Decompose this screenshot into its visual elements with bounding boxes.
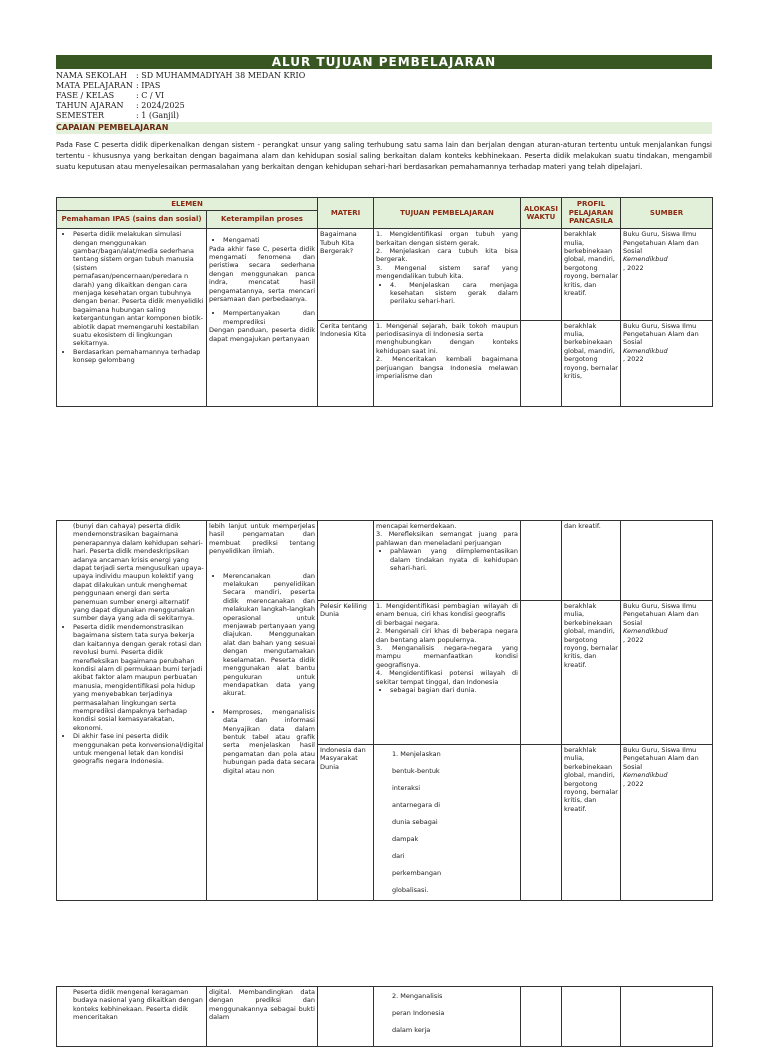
meta-row xyxy=(56,111,305,121)
list-item: • pahlawan yang diimplementasikan dalam tindakan nyata di kehidupan sehari-hari. xyxy=(390,547,518,572)
tujuan-cell xyxy=(374,601,521,745)
tujuan-line: 1. Mengidentifikasi organ tubuh yang berkaitan dengan sistem gerak. xyxy=(376,230,519,247)
list-item-continued: lebih lanjut untuk memperjelas hasil pengamatan dan membuat prediksi tentang penyelidikan ilmiah. xyxy=(209,522,315,556)
sumber-publisher: Kemendikbud xyxy=(623,771,668,780)
header-keterampilan: Keterampilan proses xyxy=(207,211,318,229)
tujuan-line: interaksi xyxy=(392,784,421,792)
list-item-head: • Mempertanyakan dan memprediksi xyxy=(223,309,315,326)
profil-cell xyxy=(562,987,621,1047)
alokasi-cell xyxy=(521,320,562,406)
meta-row xyxy=(56,101,305,111)
header-materi: MATERI xyxy=(318,198,374,229)
sumber-cell xyxy=(621,521,713,601)
meta-key: FASE / KELAS xyxy=(56,91,115,100)
alokasi-cell xyxy=(521,601,562,745)
tujuan-line: 3. Menganalisis negara-negara yang mampu memanfaatkan kondisi geografisnya. xyxy=(376,644,518,669)
sumber-text: Buku Guru, Siswa Ilmu Pengetahuan Alam dan Sosial xyxy=(623,321,699,347)
list-item: Pada akhir fase C, peserta didik mengamati fenomena dan peristiwa secara sederhana dengan menggunakan panca indra, mencatat hasil pengamatannya, serta mencari persamaan dan perbedaanya. xyxy=(209,244,316,303)
sumber-cell xyxy=(621,987,713,1047)
meta-row xyxy=(56,91,305,101)
pemahaman-cell xyxy=(57,229,207,407)
header-profil: PROFIL PELAJARAN PANCASILA xyxy=(562,198,621,229)
tujuan-line: bentuk-bentuk xyxy=(392,767,440,775)
tujuan-line: dampak xyxy=(392,835,419,843)
sumber-publisher: Kemendikbud xyxy=(623,627,668,636)
list-item: • Berdasarkan pemahamannya terhadap konsep gelombang xyxy=(73,348,204,365)
sumber-cell xyxy=(621,745,713,901)
list-item: • Di akhir fase ini peserta didik menggunakan peta konvensional/digital untuk mengenal letak dan kondisi geografis negara Indonesia. xyxy=(73,732,204,766)
alur-table-page-3 xyxy=(56,986,713,1047)
tujuan-line: 1. Menjelaskan xyxy=(392,750,441,758)
alokasi-cell xyxy=(521,987,562,1047)
list-item: Dengan panduan, peserta didik dapat mengajukan pertanyaan xyxy=(209,326,316,343)
materi-cell xyxy=(318,521,374,601)
materi-cell: Indonesia dan Masyarakat Dunia xyxy=(318,745,374,901)
materi-cell: Pelesir Keliling Dunia xyxy=(318,601,374,745)
materi-cell: Bagaimana Tubuh Kita Bergerak? xyxy=(318,229,374,320)
meta-value: : SD MUHAMMADIYAH 38 MEDAN KRIO xyxy=(136,71,306,80)
sumber-text: Buku Guru, Siswa Ilmu Pengetahuan Alam dan Sosial xyxy=(623,602,699,627)
tujuan-cell xyxy=(374,987,521,1047)
sumber-cell xyxy=(621,229,713,320)
alokasi-cell xyxy=(521,745,562,901)
tujuan-line: 2. Menjelaskan cara tubuh kita bisa bergerak. xyxy=(376,246,519,264)
meta-key: SEMESTER xyxy=(56,111,105,120)
tujuan-line: 2. Menceritakan kembali bagaimana perjuangan bangsa Indonesia melawan imperialisme dan xyxy=(376,355,519,381)
meta-key: MATA PELAJARAN xyxy=(56,81,133,90)
sumber-publisher: Kemendikbud xyxy=(623,255,668,264)
tujuan-line: peran Indonesia xyxy=(392,1009,445,1017)
meta-value: : 2024/2025 xyxy=(136,101,185,110)
meta-value: : C / VI xyxy=(136,91,165,100)
sumber-publisher: Kemendikbud xyxy=(623,346,668,355)
tujuan-line: globalisasi. xyxy=(392,886,429,894)
alokasi-cell xyxy=(521,521,562,601)
tujuan-line: dunia sebagai xyxy=(392,818,438,826)
tujuan-line: antarnegara di xyxy=(392,801,441,809)
meta-key: TAHUN AJARAN xyxy=(56,101,124,110)
profil-cell: berakhlak mulia, berkebinekaan global, mandiri, bergotong royong, bernalar kritis, dan kreatif. xyxy=(562,601,621,745)
list-item-continued: (bunyi dan cahaya) peserta didik mendemonstrasikan bagaimana penerapannya dalam kehidupan sehari-hari. Peserta didik mendeskripsikan adanya ancaman krisis energi yang dapat terjadi serta mengusulkan upaya- upaya individu maupun kolektif yang dapat dilakukan untuk menghemat penggunaan energi dan serta penemuan sumber energi alternatif yang dapat digunakan menggunakan sumber daya yang ada di sekitarnya. xyxy=(73,522,204,623)
tujuan-line: 1. Mengidentifikasi pembagian wilayah di enam benua, ciri khas kondisi geografis xyxy=(376,602,518,619)
meta-row xyxy=(56,71,305,81)
header-tujuan: TUJUAN PEMBELAJARAN xyxy=(374,198,521,229)
alur-table-page-1 xyxy=(56,197,713,407)
keterampilan-cell xyxy=(207,521,318,901)
tujuan-line: perkembangan xyxy=(392,869,442,877)
capaian-heading: CAPAIAN PEMBELAJARAN xyxy=(56,122,712,134)
sumber-year: , 2022 xyxy=(623,779,644,788)
page-title: ALUR TUJUAN PEMBELAJARAN xyxy=(56,55,712,69)
tujuan-line: dalam kerja xyxy=(392,1026,431,1034)
tujuan-line: menghubungkan dengan konteks kehidupan saat ini. xyxy=(376,338,519,355)
tujuan-cell xyxy=(374,320,521,406)
tujuan-cell xyxy=(374,745,521,901)
meta-value: : IPAS xyxy=(136,81,161,90)
keterampilan-cell: digital. Membandingkan data dengan prediksi dan menggunakannya sebagai bukti dalam xyxy=(207,987,318,1047)
header-alokasi: ALOKASI WAKTU xyxy=(521,198,562,229)
capaian-text: Pada Fase C peserta didik diperkenalkan dengan sistem - perangkat unsur yang saling terhubung satu sama lain dan berjalan dengan aturan-aturan tertentu untuk menjalankan fungsi tertentu - khususnya yang berkaitan dengan bagaimana alam dan kehidupan sosial saling berkaitan dalam konteks kebhinekaan. Peserta didik melakukan suatu tindakan, mengambil suatu keputusan atau menyelesaikan permasalahan yang berkaitan dengan kehidupan sehari-hari berdasarkan pemahamannya terhadap materi yang telah dipelajari. xyxy=(56,141,712,171)
tujuan-line: 1. Mengenal sejarah, baik tokoh maupun periodisasinya di Indonesia serta xyxy=(376,321,519,338)
sumber-year: , 2022 xyxy=(623,263,644,272)
tujuan-line: 3. Merefleksikan semangat juang para pahlawan dan meneladani perjuangan xyxy=(376,530,518,547)
tujuan-cell xyxy=(374,229,521,320)
list-item: • Peserta didik mendemonstrasikan bagaimana sistem tata surya bekerja dan kaitannya dengan gerak rotasi dan revolusi bumi. Peserta didik merefleksikan bagaimana perubahan kondisi alam di permukaan bumi terjadi akibat faktor alam maupun perbuatan manusia, mengidentifikasi pola hidup yang menyebabkan terjadinya permasalahan lingkungan serta memprediksi dampaknya terhadap kondisi sosial kemasyarakatan, ekonomi. xyxy=(73,623,204,732)
profil-cell: berakhlak mulia, berkebinekaan global, mandiri, bergotong royong, bernalar kritis, dan kreatif. xyxy=(562,745,621,901)
alokasi-cell xyxy=(521,229,562,320)
tujuan-cell xyxy=(374,521,521,601)
tujuan-line: dari xyxy=(392,852,405,860)
list-item-head: • Mengamati xyxy=(223,236,315,244)
sumber-text: Buku Guru, Siswa Ilmu Pengetahuan Alam dan Sosial xyxy=(623,746,699,771)
list-item: • 4. Menjelaskan cara menjaga kesehatan sistem gerak dalam perilaku sehari-hari. xyxy=(390,281,518,306)
profil-cell: dan kreatif. xyxy=(562,521,621,601)
materi-cell: Cerita tentang Indonesia Kita xyxy=(318,320,374,406)
pemahaman-cell xyxy=(57,521,207,901)
list-item: • sebagai bagian dari dunia. xyxy=(390,686,518,694)
meta-value: : 1 (Ganjil) xyxy=(136,111,180,120)
tujuan-line: mencapai kemerdekaan. xyxy=(376,522,457,530)
alur-table-page-2 xyxy=(56,520,713,901)
list-item: • Merencanakan dan melakukan penyelidikan Secara mandiri, peserta didik merencanakan dan melakukan langkah-langkah operasional untuk menjawab pertanyaan yang diajukan. Menggunakan alat dan bahan yang sesuai dengan mengutamakan keselamatan. Peserta didik menggunakan alat bantu pengukuran untuk mendapatkan data yang akurat. xyxy=(223,572,315,698)
meta-key: NAMA SEKOLAH xyxy=(56,71,127,80)
sumber-cell xyxy=(621,601,713,745)
profil-cell: berakhlak mulia, berkebinekaan global, mandiri, bergotong royong, bernalar kritis, dan kreatif. xyxy=(562,229,621,320)
header-elemen: ELEMEN xyxy=(57,198,318,211)
profil-cell: berakhlak mulia, berkebinekaan global, mandiri, bergotong royong, bernalar kritis, xyxy=(562,320,621,406)
tujuan-line: 2. Menganalisis xyxy=(392,992,443,1000)
tujuan-line: di berbagai negara. xyxy=(376,618,440,627)
sumber-year: , 2022 xyxy=(623,635,644,644)
list-item: • Peserta didik melakukan simulasi dengan menggunakan gambar/bagan/alat/media sederhana tentang sistem organ tubuh manusia (sistem pernafasan/pencernaan/peredara n darah) yang dikaitkan dengan cara menjaga kesehatan organ tubuhnya dengan benar. Peserta didik menyelidiki bagaimana hubungan saling ketergantungan antar komponen biotik-abiotik dapat memengaruhi kestabilan suatu ekosistem di lingkungan sekitarnya. xyxy=(73,230,204,348)
keterampilan-cell xyxy=(207,229,318,407)
tujuan-line: 2. Mengenali ciri khas di beberapa negara dan bentang alam populernya. xyxy=(376,627,518,644)
header-sumber: SUMBER xyxy=(621,198,713,229)
sumber-year: , 2022 xyxy=(623,355,644,364)
materi-cell xyxy=(318,987,374,1047)
list-item: • Memproses, menganalisis data dan informasi Menyajikan data dalam bentuk tabel atau grafik serta menjelaskan hasil pengamatan dan pola atau hubungan pada data secara digital atau non xyxy=(223,708,315,775)
meta-row xyxy=(56,81,305,91)
school-info xyxy=(56,71,305,121)
sumber-cell xyxy=(621,320,713,406)
tujuan-line: 4. Mengidentifikasi potensi wilayah di sekitar tempat tinggal, dan Indonesia xyxy=(376,669,518,686)
sumber-text: Buku Guru, Siswa Ilmu Pengetahuan Alam dan Sosial xyxy=(623,230,699,255)
header-pemahaman: Pemahaman IPAS (sains dan sosial) xyxy=(57,211,207,229)
pemahaman-cell: Peserta didik mengenal keragaman budaya nasional yang dikaitkan dengan konteks kebhinekaan. Peserta didik menceritakan xyxy=(57,987,207,1047)
tujuan-line: 3. Mengenal sistem saraf yang mengendalikan tubuh kita. xyxy=(376,263,519,281)
